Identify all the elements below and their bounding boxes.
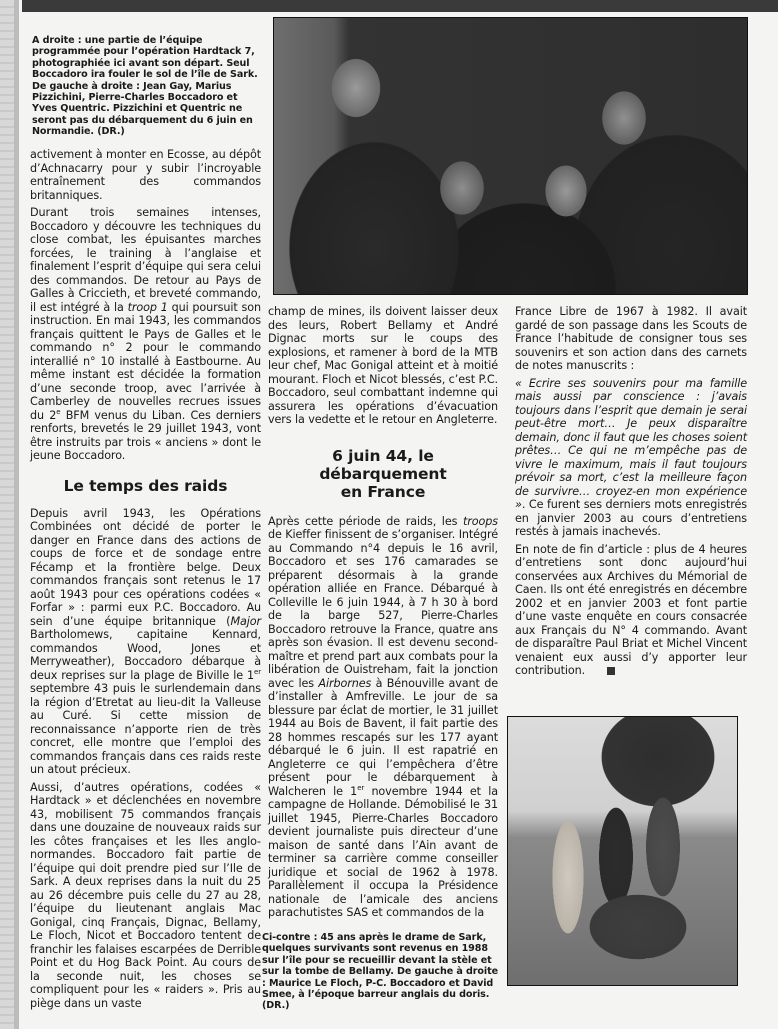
italic-run: troops xyxy=(462,514,498,528)
text-run: Après cette période de raids, les xyxy=(268,514,463,528)
photo-commandos-group xyxy=(273,17,748,295)
italic-run: Major xyxy=(230,614,261,628)
caption-bottom-text: Ci-contre : 45 ans après le drame de Sark, quelques survivants sont revenus en 1988 sur l’île pour se recueillir devant la stèle et sur la tombe de Bellamy. De gauche à droite : Maurice Le Floch, P-C. Boccadoro et David Smee, à l’époque barreur anglais du doris. (DR.) xyxy=(262,932,498,1012)
section-heading-d-day xyxy=(268,447,498,501)
col2-paragraph-1: champ de mines, ils doivent laisser deux des leurs, Robert Bellamy et André Dignac morts sur le coups des explosions, et ramener à bord de la MTB leur chef, Mac Gonigal atteint et à moitié mourant. Floch et Nicot blessés, c’est P.C. Boccadoro, seul combattant indemne qui assurera les opérations d’évacuation vers la vedette et le retour en Angleterre. xyxy=(268,305,498,426)
top-band xyxy=(22,0,778,12)
end-of-article-square-icon xyxy=(607,667,615,675)
text-run: novembre 1944 et la campagne de Hollande. Démobilisé le 31 juillet 1945, Pierre-Charles Boccadoro devient journaliste puis directeur d’une maison de santé dans l’Ain avant de terminer sa carrière comme conseiller juridique et social de 1962 à 1978. Parallèlement il occupa la Présidence nationale de l’amicale des anciens parachutistes SAS et commandos de la xyxy=(268,784,498,919)
column-1 xyxy=(30,148,261,1014)
text-run: Bartholomews, capitaine Kennard, commandos Wood, Jones et Merryweather), Boccadoro débarque à deux reprises sur la plage de Biville le 1 xyxy=(30,628,261,682)
superscript: er xyxy=(357,783,365,792)
page-edge-strip xyxy=(0,0,14,1029)
section-heading-raids: Le temps des raids xyxy=(63,476,228,495)
column-3 xyxy=(515,305,747,682)
text-run: Durant trois semaines intenses, Boccadoro y découvre les techniques du close combat, les épuisantes marches forcées, le training à l’anglaise et finalement l’esprit d’équipe qui sera celui des commandos. De retour au Pays de Galles à Criccieth, et breveté commando, il est intégré à la xyxy=(30,206,261,314)
text-run: à Bénouville avant de d’installer à Amfreville. Le jour de sa blessure par éclat de mortier, le 31 juillet 1944 au Bois de Bavent, il fait partie des 28 hommes rescapés sur les 177 ayant débarqué le 6 juin. Il est rapatrié en Angleterre ce qui l’empêchera d’être présent pour le débarquement à Walcheren le 1 xyxy=(268,676,499,798)
photo-caption-bottom xyxy=(262,932,500,1012)
superscript: er xyxy=(254,667,261,676)
col1-paragraph-1: activement à monter en Ecosse, au dépôt d’Achnacarry pour y subir l’incroyable entraînement des commandos britanniques. xyxy=(30,148,261,202)
photo-caption-top xyxy=(32,35,260,138)
text-run: septembre 43 puis le surlendemain dans la région d’Etretat au lieu-dit la Valleuse au Curé. Si cette mission de reconnaissance n’apporte rien de très concret, elle montre que l’emploi des commandos français dans ces raids reste un atout précieux. xyxy=(30,682,261,776)
col3-paragraph-3 xyxy=(515,543,747,678)
caption-top-text: A droite : une partie de l’équipe programmée pour l’opération Hardtack 7, photographiée ici avant son départ. Seul Boccadoro ira fouler le sol de l’île de Sark. De gauche à droite : Jean Gay, Marius Pizzichini, Pierre-Charles Boccadoro et Yves Quentric. Pizzichini et Quentric ne seront pas du débarquement du 6 juin en Normandie. (DR.) xyxy=(32,35,258,138)
col1-paragraph-2 xyxy=(30,206,261,463)
col1-paragraph-3 xyxy=(30,507,261,777)
col2-paragraph-2 xyxy=(268,515,498,920)
quote-italic: « Ecrire ses souvenirs pour ma famille mais aussi par conscience : j’avais toujours dans l’esprit que demain je serai peut-être mort… Je peux disparaître demain, donc il faut que les choses soient prêtes… Ce qui ne m’empêche pas de vivre le maximum, mais il faut toujours prévoir sa mort, c’est la meilleure façon de survivre… croyez-en mon expérience » xyxy=(515,376,747,511)
col3-paragraph-1: France Libre de 1967 à 1982. Il avait gardé de son passage dans les Scouts de France l’habitude de consigner tous ses souvenirs et son action dans des carnets de notes manuscrits : xyxy=(515,305,747,372)
text-run: Depuis avril 1943, les Opérations Combinées ont décidé de porter le danger en France dans des actions de coups de force et de sondage entre Fécamp et la frontière belge. Deux commandos français sont retenus le 17 août 1943 pour ces opérations codées « Forfar » : parmi eux P.C. Boccadoro. Au sein d’une équipe britannique ( xyxy=(30,506,261,628)
text-run: En note de fin d’article : plus de 4 heures d’entretiens sont donc aujourd’hui conservées aux Archives du Mémorial de Caen. Ils ont été enregistrés en décembre 2002 et en janvier 2003 et font partie d’une vaste enquête en cours consacrée aux Français du N° 4 commando. Avant de disparaître Paul Briat et Michel Vincent venaient eux aussi d’y apporter leur contribution. xyxy=(515,542,747,677)
column-2 xyxy=(268,305,498,924)
text-run: qui poursuit son instruction. En mai 1943, les commandos français quittent le Pays de Galles et le commando n° 2 pour le commando interallié n° 10 installé à Eastbourne. Au même instant est décidée la formation d’une seconde troop, avec l’arrivée à Camberley de nouvelles recrues issues du 2 xyxy=(30,300,261,422)
heading-line: en France xyxy=(340,482,426,501)
italic-run: troop 1 xyxy=(127,300,168,314)
photo-sark-memorial xyxy=(507,716,738,986)
superscript: e xyxy=(56,407,61,416)
page-edge-bar xyxy=(14,0,19,1029)
heading-line: 6 juin 44, le débarquement xyxy=(319,446,447,483)
text-run: BFM venus du Liban. Ces derniers renforts, brevetés le 29 juillet 1943, vont être instruits par trois « anciens » dont le jeune Boccadoro. xyxy=(30,408,261,462)
text-run: . Ce furent ses derniers mots enregistrés en janvier 2003 au cours d’entretiens restés à jamais inachevés. xyxy=(515,498,747,538)
col1-paragraph-4: Aussi, d’autres opérations, codées « Hardtack » et déclenchées en novembre 43, mobilisent 75 commandos français dans une douzaine de nouveaux raids sur les côtes françaises et les Iles anglo-normandes. Boccadoro fait partie de l’équipe qui doit prendre pied sur l’Ile de Sark. A deux reprises dans la nuit du 25 au 26 décembre puis celle du 27 au 28, l’équipe du lieutenant anglais Mac Gonigal, cinq Français, Dignac, Bellamy, Le Floch, Nicot et Boccadoro tentent de franchir les falaises escarpées de Derrible Point et du Hog Back Point. Au cours de la seconde nuit, les choses se compliquent pour les « raiders ». Pris au piège dans un vaste xyxy=(30,780,261,1010)
italic-run: Airbornes xyxy=(318,676,372,690)
col3-paragraph-2 xyxy=(515,377,747,539)
text-run: de Kieffer finissent de s’organiser. Intégré au Commando n°4 depuis le 16 avril, Boccadoro et ses 176 camarades se préparent désormais à la grande opération alliée en France. Débarqué à Colleville le 6 juin 1944, à 7 h 30 à bord de la barge 527, Pierre-Charles Boccadoro retrouve la France, quatre ans après son évasion. Il est devenu second-maître et prend part aux combats pour la libération de Ouistreham, fait la jonction avec les xyxy=(268,528,498,690)
